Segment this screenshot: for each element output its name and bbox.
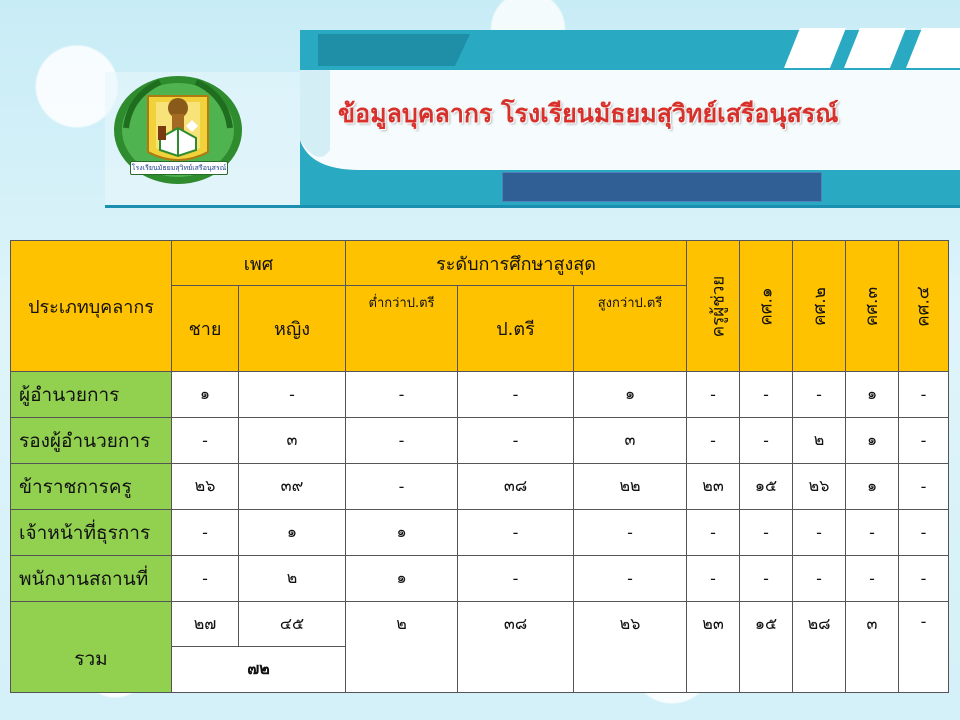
table-cell: ๑ <box>846 372 899 418</box>
table-cell: - <box>740 556 793 602</box>
total-cell: ๓๘ <box>458 602 574 693</box>
row-label: พนักงานสถานที่ <box>11 556 172 602</box>
table-cell: - <box>458 510 574 556</box>
table-cell: - <box>172 556 239 602</box>
table-cell: - <box>793 372 846 418</box>
table-cell: - <box>687 372 740 418</box>
header-kso1: คศ.๑ <box>740 241 793 372</box>
total-row <box>11 602 949 647</box>
table-cell: ๑ <box>172 372 239 418</box>
table-cell: ๓๘ <box>458 464 574 510</box>
table-cell: - <box>172 418 239 464</box>
row-label: เจ้าหน้าที่ธุรการ <box>11 510 172 556</box>
table-cell: - <box>793 510 846 556</box>
table-cell: - <box>846 556 899 602</box>
grand-total-cell: ๗๒ <box>172 647 346 693</box>
table-cell: - <box>899 372 949 418</box>
total-cell: ๑๕ <box>740 602 793 693</box>
total-cell: ๒๖ <box>574 602 687 693</box>
total-cell: ๒๓ <box>687 602 740 693</box>
table-cell: ๒๓ <box>687 464 740 510</box>
table-cell: - <box>740 372 793 418</box>
row-label: ข้าราชการครู <box>11 464 172 510</box>
header-above-bachelor: สูงกว่าป.ตรี <box>574 286 687 372</box>
table-cell: - <box>458 372 574 418</box>
total-cell: ๒ <box>346 602 458 693</box>
table-row <box>11 418 949 464</box>
total-cell: ๒๗ <box>172 602 239 647</box>
header-gender: เพศ <box>172 241 346 286</box>
header-category: ประเภทบุคลากร <box>11 241 172 372</box>
page-title: ข้อมูลบุคลากร โรงเรียนมัธยมสุวิทย์เสรีอนุสรณ์ <box>338 99 839 128</box>
table-cell: ๒๒ <box>574 464 687 510</box>
header-female: หญิง <box>239 286 346 372</box>
table-row <box>11 372 949 418</box>
table-row <box>11 556 949 602</box>
table-cell: ๓๙ <box>239 464 346 510</box>
table-cell: - <box>346 372 458 418</box>
row-label: รองผู้อำนวยการ <box>11 418 172 464</box>
table-cell: ๑ <box>846 418 899 464</box>
table-cell: - <box>687 418 740 464</box>
header-bachelor: ป.ตรี <box>458 286 574 372</box>
header-assistant-teacher: ครูผู้ช่วย <box>687 241 740 372</box>
table-cell: - <box>899 418 949 464</box>
table-cell: - <box>172 510 239 556</box>
table-cell: ๒๖ <box>793 464 846 510</box>
header-kso4: คศ.๔ <box>899 241 949 372</box>
table-cell: ๑๕ <box>740 464 793 510</box>
header-education: ระดับการศึกษาสูงสุด <box>346 241 687 286</box>
table-cell: - <box>239 372 346 418</box>
logo-caption: โรงเรียนมัธยมสุวิทย์เสรีอนุสรณ์ <box>130 161 228 175</box>
table-row <box>11 510 949 556</box>
table-cell: ๑ <box>846 464 899 510</box>
table-cell: ๑ <box>346 510 458 556</box>
total-cell: ๓ <box>846 602 899 693</box>
header-kso2: คศ.๒ <box>793 241 846 372</box>
table-cell: - <box>846 510 899 556</box>
staff-table <box>10 240 949 693</box>
table-row <box>11 464 949 510</box>
total-cell: ๔๕ <box>239 602 346 647</box>
header-male: ชาย <box>172 286 239 372</box>
table-cell: ๓ <box>239 418 346 464</box>
total-cell: - <box>899 602 949 693</box>
table-cell: - <box>458 556 574 602</box>
total-label: รวม <box>11 602 172 693</box>
table-cell: - <box>574 556 687 602</box>
header-below-bachelor: ต่ำกว่าป.ตรี <box>346 286 458 372</box>
table-cell: ๑ <box>346 556 458 602</box>
table-cell: - <box>574 510 687 556</box>
table-cell: ๒ <box>793 418 846 464</box>
table-cell: - <box>899 510 949 556</box>
row-label: ผู้อำนวยการ <box>11 372 172 418</box>
table-cell: - <box>899 556 949 602</box>
table-cell: - <box>740 510 793 556</box>
table-cell: - <box>458 418 574 464</box>
table-cell: - <box>793 556 846 602</box>
table-cell: - <box>899 464 949 510</box>
table-cell: ๒๖ <box>172 464 239 510</box>
table-cell: - <box>346 464 458 510</box>
table-cell: - <box>687 510 740 556</box>
title-underbar <box>502 172 822 202</box>
table-cell: ๒ <box>239 556 346 602</box>
table-cell: - <box>346 418 458 464</box>
table-cell: - <box>687 556 740 602</box>
table-cell: ๓ <box>574 418 687 464</box>
table-cell: ๑ <box>239 510 346 556</box>
total-cell: ๒๘ <box>793 602 846 693</box>
table-cell: - <box>740 418 793 464</box>
header-kso3: คศ.๓ <box>846 241 899 372</box>
table-cell: ๑ <box>574 372 687 418</box>
